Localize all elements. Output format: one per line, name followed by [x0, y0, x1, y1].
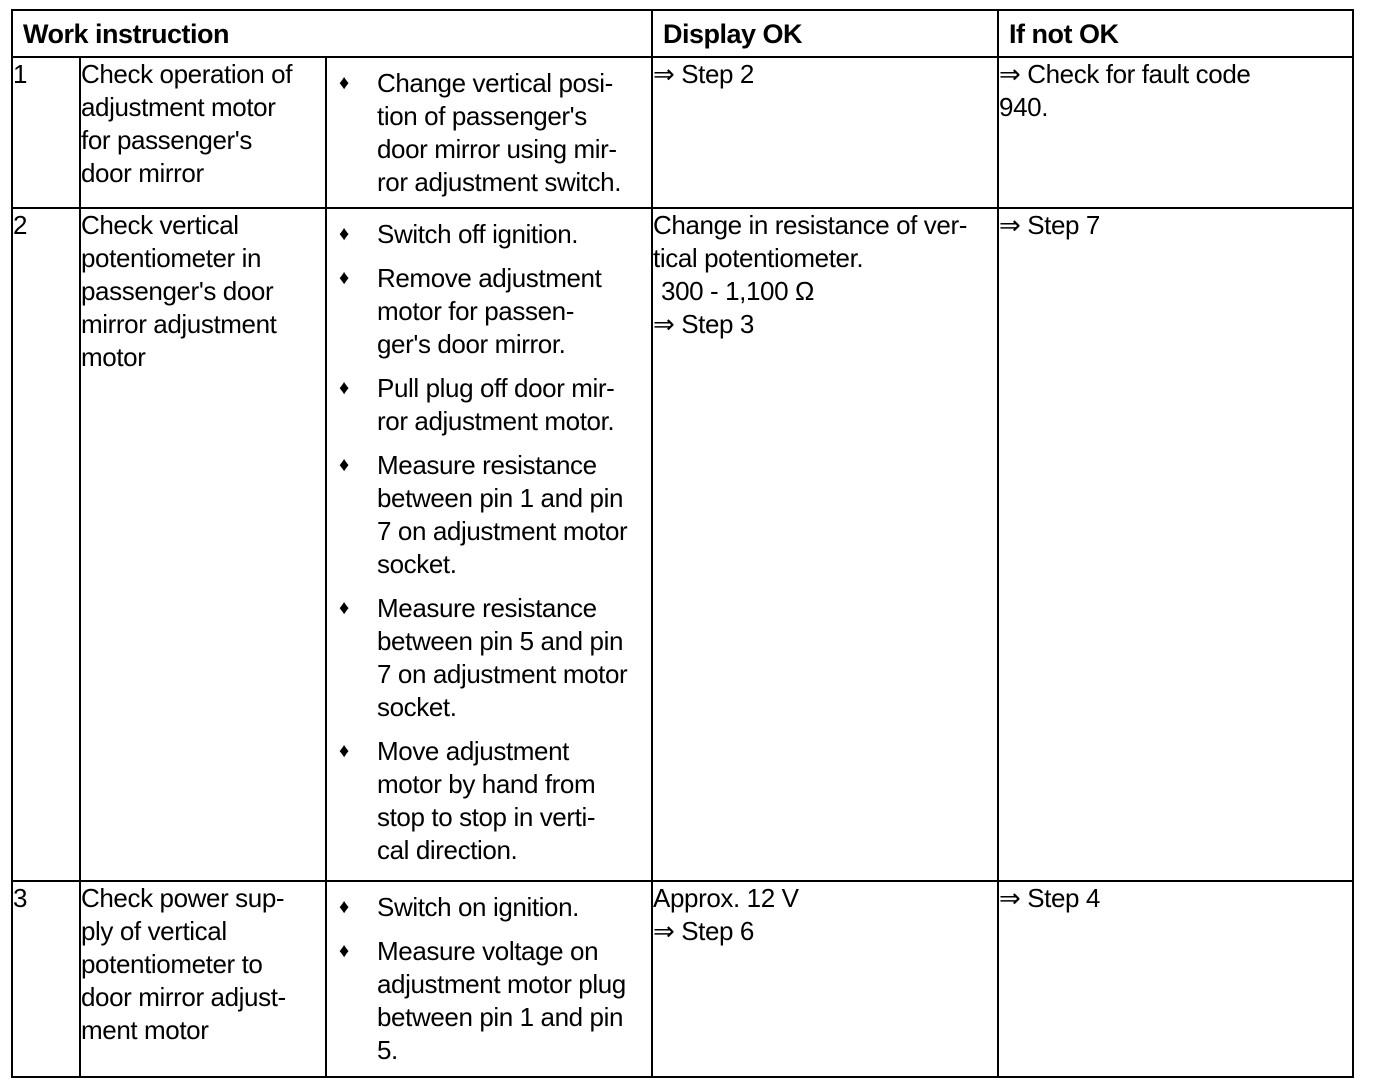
next-step-reference: ⇒ Step 4 — [999, 883, 1100, 913]
header-work-instruction: Work instruction — [12, 10, 652, 57]
diamond-bullet-icon: ♦ — [339, 223, 349, 245]
display-ok-cell — [652, 881, 998, 1077]
check-description: Check power sup- ply of vertical potentiometer to door mirror adjust- ment motor — [80, 881, 326, 1077]
next-step-reference: ⇒ Step 7 — [999, 210, 1100, 240]
action-item: ♦ Change vertical posi- tion of passenger's door mirror using mir- ror adjustment switch. — [339, 68, 622, 197]
if-not-ok-cell: ⇒ Check for fault code 940. — [998, 57, 1353, 208]
next-step-reference: ⇒ Step 6 — [653, 916, 754, 946]
action-list-cell — [326, 881, 652, 1077]
diamond-bullet-icon: ♦ — [339, 267, 349, 289]
work-instruction-table — [11, 9, 1354, 1078]
if-not-ok-cell — [998, 208, 1353, 881]
diamond-bullet-icon: ♦ — [339, 72, 349, 94]
table-row — [12, 881, 1353, 1077]
if-not-ok-cell — [998, 881, 1353, 1077]
action-list — [327, 209, 651, 875]
check-description: Check operation of adjustment motor for passenger's door mirror — [80, 57, 326, 208]
resistance-range: 300 - 1,100 Ω — [661, 276, 815, 306]
display-ok-cell: Change in resistance of ver- tical potentiometer. 300 - 1,100 Ω ⇒ Step 3 — [652, 208, 998, 881]
check-description: Check vertical potentiometer in passenger's door mirror adjustment motor — [80, 208, 326, 881]
action-list — [327, 882, 651, 1075]
diamond-bullet-icon: ♦ — [339, 896, 349, 918]
next-step-reference: ⇒ Step 2 — [653, 59, 754, 89]
action-item: ♦ Measure resistance between pin 1 and pin 7 on adjustment motor socket. — [339, 450, 628, 579]
diamond-bullet-icon: ♦ — [339, 377, 349, 399]
action-item: ♦ Switch on ignition. — [339, 892, 579, 922]
action-item: ♦ Measure voltage on adjustment motor plug between pin 1 and pin 5. — [339, 936, 626, 1065]
diamond-bullet-icon: ♦ — [339, 454, 349, 476]
action-item: ♦ Measure resistance between pin 5 and pin 7 on adjustment motor socket. — [339, 593, 628, 722]
action-item: ♦ Remove adjustment motor for passen- ger's door mirror. — [339, 263, 602, 359]
action-item: ♦ Move adjustment motor by hand from stop to stop in verti- cal direction. — [339, 736, 596, 865]
fault-reference: ⇒ Check for fault code — [999, 59, 1251, 89]
header-display-ok: Display OK — [652, 10, 998, 57]
table-header-row — [12, 10, 1353, 57]
next-step-reference: ⇒ Step 3 — [653, 309, 754, 339]
diamond-bullet-icon: ♦ — [339, 740, 349, 762]
table-row — [12, 208, 1353, 881]
action-list — [327, 58, 651, 207]
action-item: ♦ Pull plug off door mir- ror adjustment motor. — [339, 373, 615, 436]
action-list-cell — [326, 57, 652, 208]
action-list-cell — [326, 208, 652, 881]
step-number: 1 — [12, 57, 80, 208]
diamond-bullet-icon: ♦ — [339, 597, 349, 619]
step-number: 2 — [12, 208, 80, 881]
action-item: ♦ Switch off ignition. — [339, 219, 579, 249]
step-number: 3 — [12, 881, 80, 1077]
table-row — [12, 57, 1353, 208]
display-ok-cell — [652, 57, 998, 208]
header-if-not-ok: If not OK — [998, 10, 1353, 57]
diamond-bullet-icon: ♦ — [339, 940, 349, 962]
voltage-value: Approx. 12 V — [653, 883, 799, 913]
